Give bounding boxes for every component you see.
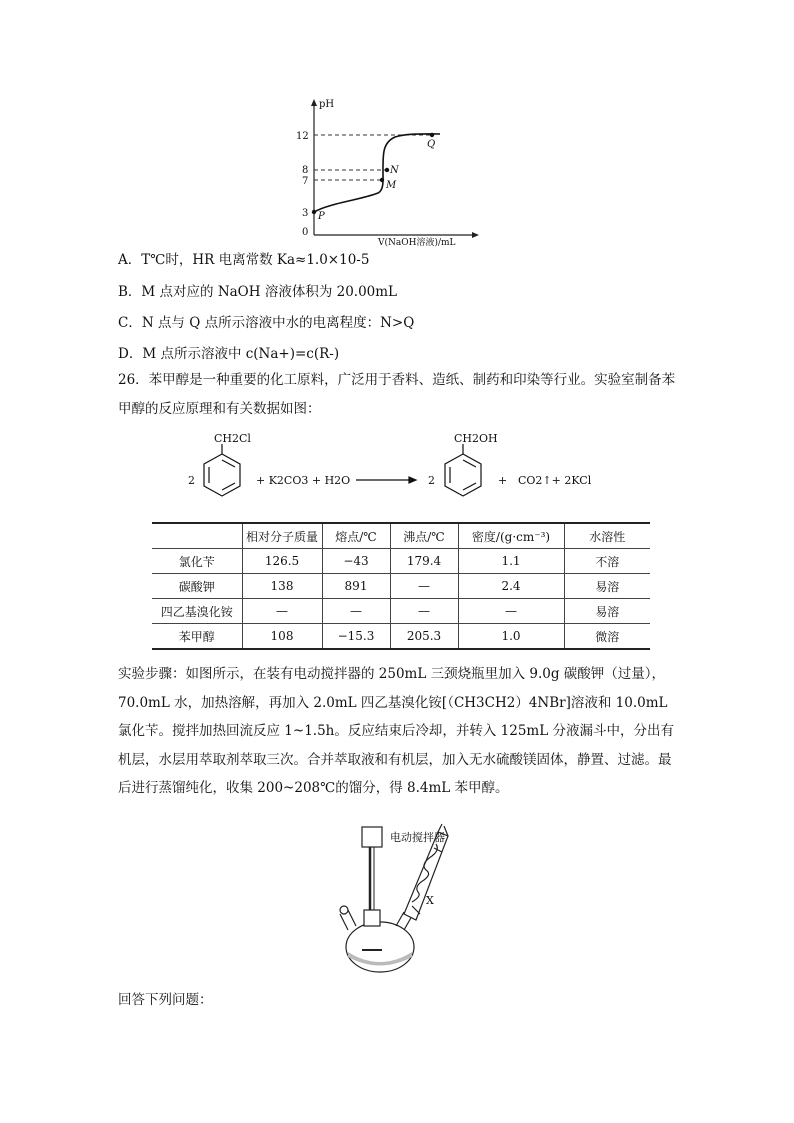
table-cell: 138 bbox=[242, 574, 322, 599]
table-cell: 891 bbox=[322, 574, 390, 599]
table-cell: −15.3 bbox=[322, 624, 390, 650]
option-a: A．T℃时，HR 电离常数 Ka≈1.0×10-5 bbox=[118, 252, 370, 268]
point-m: M bbox=[386, 180, 397, 191]
point-q: Q bbox=[427, 139, 436, 150]
table-header: 沸点/℃ bbox=[390, 523, 458, 549]
table-row bbox=[152, 599, 650, 624]
table-cell: 微溶 bbox=[564, 624, 650, 650]
experiment-steps: 实验步骤：如图所示，在装有电动搅拌器的 250mL 三颈烧瓶里加入 9.0g 碳酸钾（过量），70.0mL 水，加热溶解，再加入 2.0mL 四乙基溴化铵[（CH3CH2）4NBr]溶液和 10.0mL 氯化苄。搅拌加热回流反应 1~1.5h。反应结束后冷却，并转入 125mL 分液漏斗中，分出有机层，水层用萃取剂萃取三次。合并萃取液和有机层，加入无水硫酸镁固体，静置、过滤。最后进行蒸馏纯化，收集 200~208℃的馏分，得 8.4mL 苯甲醇。 bbox=[118, 666, 674, 796]
option-c: C．N 点与 Q 点所示溶液中水的电离程度：N>Q bbox=[118, 315, 415, 331]
table-cell: 179.4 bbox=[390, 549, 458, 574]
table-cell: — bbox=[458, 599, 564, 624]
table-cell: 126.5 bbox=[242, 549, 322, 574]
answer-prompt: 回答下列问题： bbox=[118, 992, 213, 1008]
table-cell: 氯化苄 bbox=[152, 549, 242, 574]
table-header: 相对分子质量 bbox=[242, 523, 322, 549]
reactant-group: CH2Cl bbox=[214, 432, 251, 445]
apparatus-diagram bbox=[330, 822, 490, 982]
table-row bbox=[152, 549, 650, 574]
table-header: 密度/(g·cm⁻³) bbox=[458, 523, 564, 549]
table-cell: 不溶 bbox=[564, 549, 650, 574]
table-cell: 苯甲醇 bbox=[152, 624, 242, 650]
table-cell: 205.3 bbox=[390, 624, 458, 650]
reaction-reagents: + K2CO3 + H2O bbox=[256, 474, 351, 487]
table-cell: 易溶 bbox=[564, 574, 650, 599]
table-header: 水溶性 bbox=[564, 523, 650, 549]
reaction-plus: + bbox=[498, 474, 508, 487]
table-cell: −43 bbox=[322, 549, 390, 574]
table-cell: — bbox=[390, 574, 458, 599]
table-cell: — bbox=[242, 599, 322, 624]
table-cell: 易溶 bbox=[564, 599, 650, 624]
reaction-scheme bbox=[180, 430, 620, 510]
point-n: N bbox=[390, 165, 399, 176]
stirrer-label: 电动搅拌器 bbox=[390, 831, 445, 844]
tick-12: 12 bbox=[296, 131, 309, 142]
reaction-coef-1: 2 bbox=[188, 474, 195, 487]
reaction-coef-2: 2 bbox=[428, 474, 435, 487]
q26-intro: 26．苯甲醇是一种重要的化工原料，广泛用于香料、造纸、制药和印染等行业。实验室制备苯甲醇的反应原理和有关数据如图： bbox=[118, 372, 676, 417]
table-header-row bbox=[152, 523, 650, 549]
tick-7: 7 bbox=[302, 176, 309, 187]
product-group: CH2OH bbox=[454, 432, 498, 445]
reaction-byproducts: CO2↑+ 2KCl bbox=[518, 474, 592, 487]
table-header: 熔点/℃ bbox=[322, 523, 390, 549]
table-row bbox=[152, 624, 650, 650]
table-cell: 2.4 bbox=[458, 574, 564, 599]
table-cell: — bbox=[390, 599, 458, 624]
ph-titration-graph bbox=[290, 95, 480, 248]
table-cell: 四乙基溴化铵 bbox=[152, 599, 242, 624]
tick-0: 0 bbox=[302, 227, 309, 238]
y-axis-label: pH bbox=[319, 99, 335, 110]
option-b: B．M 点对应的 NaOH 溶液体积为 20.00mL bbox=[118, 284, 398, 300]
table-cell: 1.0 bbox=[458, 624, 564, 650]
properties-table bbox=[152, 522, 650, 650]
tick-8: 8 bbox=[302, 165, 309, 176]
x-axis-label: V(NaOH溶液)/mL bbox=[378, 238, 456, 248]
table-cell: 碳酸钾 bbox=[152, 574, 242, 599]
point-p: P bbox=[318, 211, 325, 222]
condenser-label: X bbox=[426, 894, 434, 907]
table-header bbox=[152, 523, 242, 549]
option-d: D．M 点所示溶液中 c(Na+)=c(R-) bbox=[118, 346, 340, 362]
table-cell: 1.1 bbox=[458, 549, 564, 574]
table-cell: 108 bbox=[242, 624, 322, 650]
tick-3: 3 bbox=[302, 208, 309, 219]
table-row bbox=[152, 574, 650, 599]
table-cell: — bbox=[322, 599, 390, 624]
